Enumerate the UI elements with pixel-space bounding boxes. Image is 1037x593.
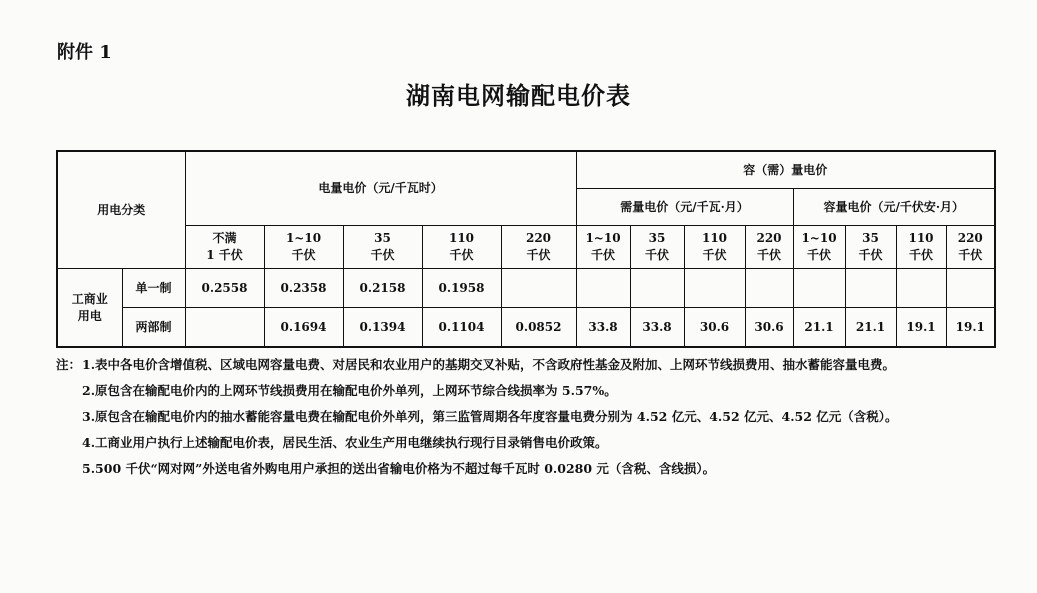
row-label: 单一制 xyxy=(122,269,185,308)
table-cell: 0.1104 xyxy=(422,308,501,348)
voltage-level-header: 220 千伏 xyxy=(946,226,995,269)
table-cell xyxy=(745,269,793,308)
table-cell: 0.1958 xyxy=(422,269,501,308)
group-label: 工商业 用电 xyxy=(57,269,122,348)
notes xyxy=(56,352,898,482)
table-cell xyxy=(630,269,684,308)
table-row xyxy=(57,308,995,348)
table-cell: 21.1 xyxy=(793,308,845,348)
table-cell: 0.0852 xyxy=(501,308,576,348)
notes-prefix: 注： xyxy=(56,357,82,372)
demand-price-header: 需量电价（元/千瓦·月） xyxy=(576,189,793,226)
voltage-level-header: 不满 1 千伏 xyxy=(185,226,264,269)
voltage-level-header: 35 千伏 xyxy=(343,226,422,269)
capacity-price-header: 容量电价（元/千伏安·月） xyxy=(793,189,995,226)
voltage-level-header: 110 千伏 xyxy=(896,226,946,269)
table-cell: 30.6 xyxy=(684,308,745,348)
table-cell xyxy=(684,269,745,308)
table-cell: 0.2158 xyxy=(343,269,422,308)
table-cell xyxy=(946,269,995,308)
capacity-header: 容（需）量电价 xyxy=(576,151,995,189)
table-cell xyxy=(793,269,845,308)
voltage-level-header: 35 千伏 xyxy=(630,226,684,269)
note-item: 1.表中各电价含增值税、区域电网容量电费、对居民和农业用户的基期交叉补贴，不含政府性基金及附加、上网环节线损费用、抽水蓄能容量电费。 xyxy=(82,357,896,372)
table-cell: 0.2358 xyxy=(264,269,343,308)
voltage-level-header: 1~10 千伏 xyxy=(576,226,630,269)
table-cell: 33.8 xyxy=(630,308,684,348)
table-cell xyxy=(576,269,630,308)
tariff-table xyxy=(56,150,996,348)
voltage-level-header: 110 千伏 xyxy=(684,226,745,269)
attachment-label: 附件 1 xyxy=(57,42,112,63)
table-cell xyxy=(501,269,576,308)
table-cell: 19.1 xyxy=(896,308,946,348)
page-title: 湖南电网输配电价表 xyxy=(406,81,631,110)
voltage-level-header: 220 千伏 xyxy=(501,226,576,269)
table-cell xyxy=(185,308,264,348)
note-item: 5.500 千伏“网对网”外送电省外购电用户承担的送出省输电价格为不超过每千瓦时 0.0280 元（含税、含线损）。 xyxy=(82,461,716,476)
voltage-level-header: 1~10 千伏 xyxy=(793,226,845,269)
note-item: 2.原包含在输配电价内的上网环节线损费用在输配电价外单列，上网环节综合线损率为 5.57%。 xyxy=(82,383,617,398)
note-item: 4.工商业用户执行上述输配电价表，居民生活、农业生产用电继续执行现行目录销售电价政策。 xyxy=(82,435,608,450)
voltage-level-header: 35 千伏 xyxy=(845,226,896,269)
table-cell xyxy=(896,269,946,308)
table-cell xyxy=(845,269,896,308)
voltage-level-header: 110 千伏 xyxy=(422,226,501,269)
table-cell: 19.1 xyxy=(946,308,995,348)
category-header: 用电分类 xyxy=(57,151,185,269)
table-cell: 33.8 xyxy=(576,308,630,348)
row-label: 两部制 xyxy=(122,308,185,348)
note-item: 3.原包含在输配电价内的抽水蓄能容量电费在输配电价外单列，第三监管周期各年度容量电费分别为 4.52 亿元、4.52 亿元、4.52 亿元（含税）。 xyxy=(82,409,898,424)
table-cell: 30.6 xyxy=(745,308,793,348)
voltage-level-header: 220 千伏 xyxy=(745,226,793,269)
table-cell: 21.1 xyxy=(845,308,896,348)
table-cell: 0.1394 xyxy=(343,308,422,348)
table-cell: 0.1694 xyxy=(264,308,343,348)
table-cell: 0.2558 xyxy=(185,269,264,308)
energy-price-header: 电量电价（元/千瓦时） xyxy=(185,151,576,226)
table-row xyxy=(57,269,995,308)
voltage-level-header: 1~10 千伏 xyxy=(264,226,343,269)
